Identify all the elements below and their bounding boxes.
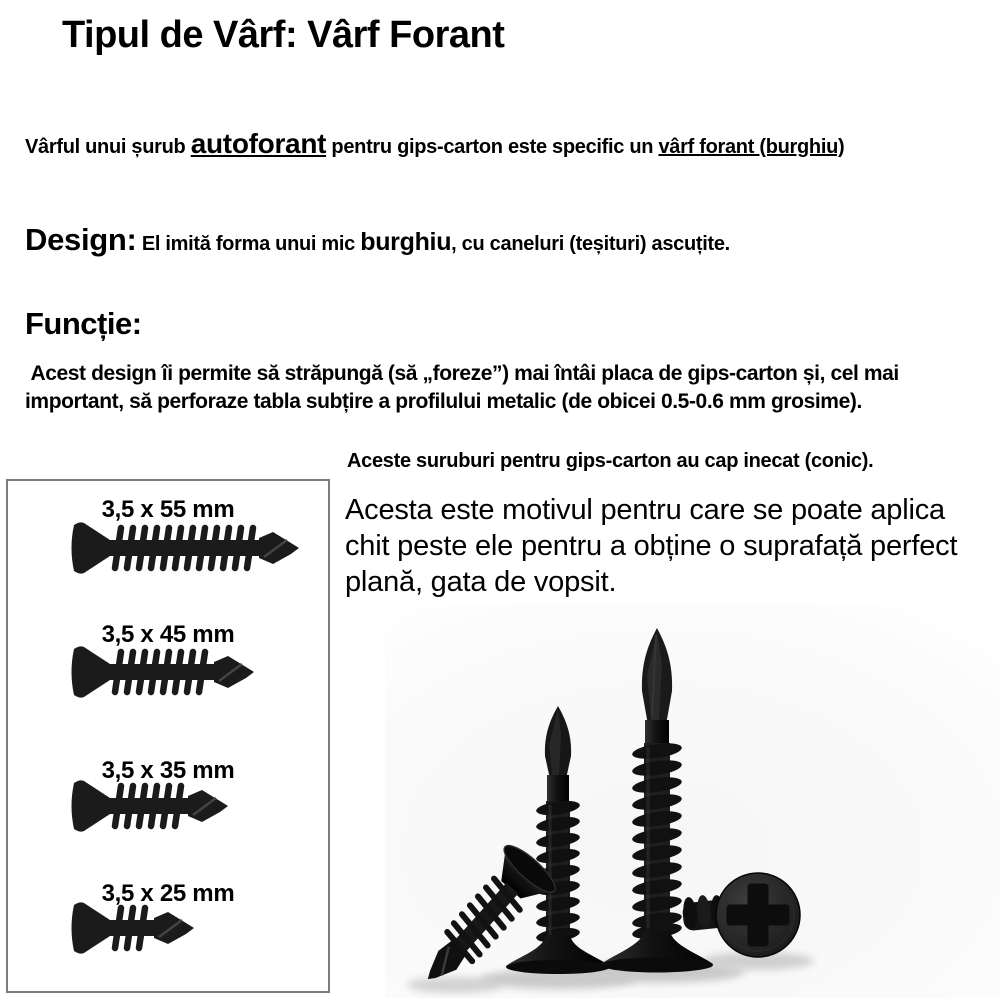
screw-sizes-box bbox=[6, 479, 330, 993]
screw-45mm-illustration bbox=[64, 643, 256, 701]
design-text-1: El imită forma unui mic bbox=[136, 233, 361, 255]
design-sentence bbox=[25, 222, 730, 258]
size-label-55mm: 3,5 x 55 mm bbox=[101, 496, 235, 523]
intro-underlined-term: vârf forant (burghiu) bbox=[658, 136, 845, 158]
benefit-paragraph: Acesta este motivul pentru care se poate aplica chit peste ele pentru a obține o suprafață perfect plană, gata de vopsit. bbox=[345, 494, 958, 598]
screw-25mm-illustration bbox=[64, 899, 196, 957]
page-title: Tipul de Vârf: Vârf Forant bbox=[62, 14, 505, 56]
countersunk-head-note: Aceste suruburi pentru gips-carton au cap inecat (conic). bbox=[347, 450, 874, 472]
design-emphasis-burghiu: burghiu bbox=[360, 228, 452, 256]
size-label-35mm: 3,5 x 35 mm bbox=[101, 757, 235, 784]
screw-35mm-illustration bbox=[64, 777, 230, 835]
function-heading: Funcție: bbox=[25, 306, 142, 341]
intro-emphasis-autoforant: autoforant bbox=[190, 128, 327, 159]
intro-text-2: pentru gips-carton este specific un bbox=[326, 136, 659, 158]
design-heading: Design: bbox=[25, 222, 137, 257]
phillips-head-face bbox=[716, 873, 800, 957]
drywall-screws-product-photo bbox=[385, 605, 1000, 998]
function-paragraph: Acest design îi permite să străpungă (să „foreze”) mai întâi placa de gips-carton și, cel mai important, să perforaze tabla subțire a profilului metalic (de obicei 0.5-0.6 mm grosime). bbox=[25, 362, 905, 413]
size-label-45mm: 3,5 x 45 mm bbox=[101, 621, 235, 648]
intro-sentence bbox=[25, 128, 844, 160]
intro-text-1: Vârful unui șurub bbox=[25, 136, 191, 158]
design-text-2: , cu caneluri (teșituri) ascuțite. bbox=[451, 233, 730, 255]
screw-55mm-illustration bbox=[64, 519, 301, 577]
size-label-25mm: 3,5 x 25 mm bbox=[101, 880, 235, 907]
